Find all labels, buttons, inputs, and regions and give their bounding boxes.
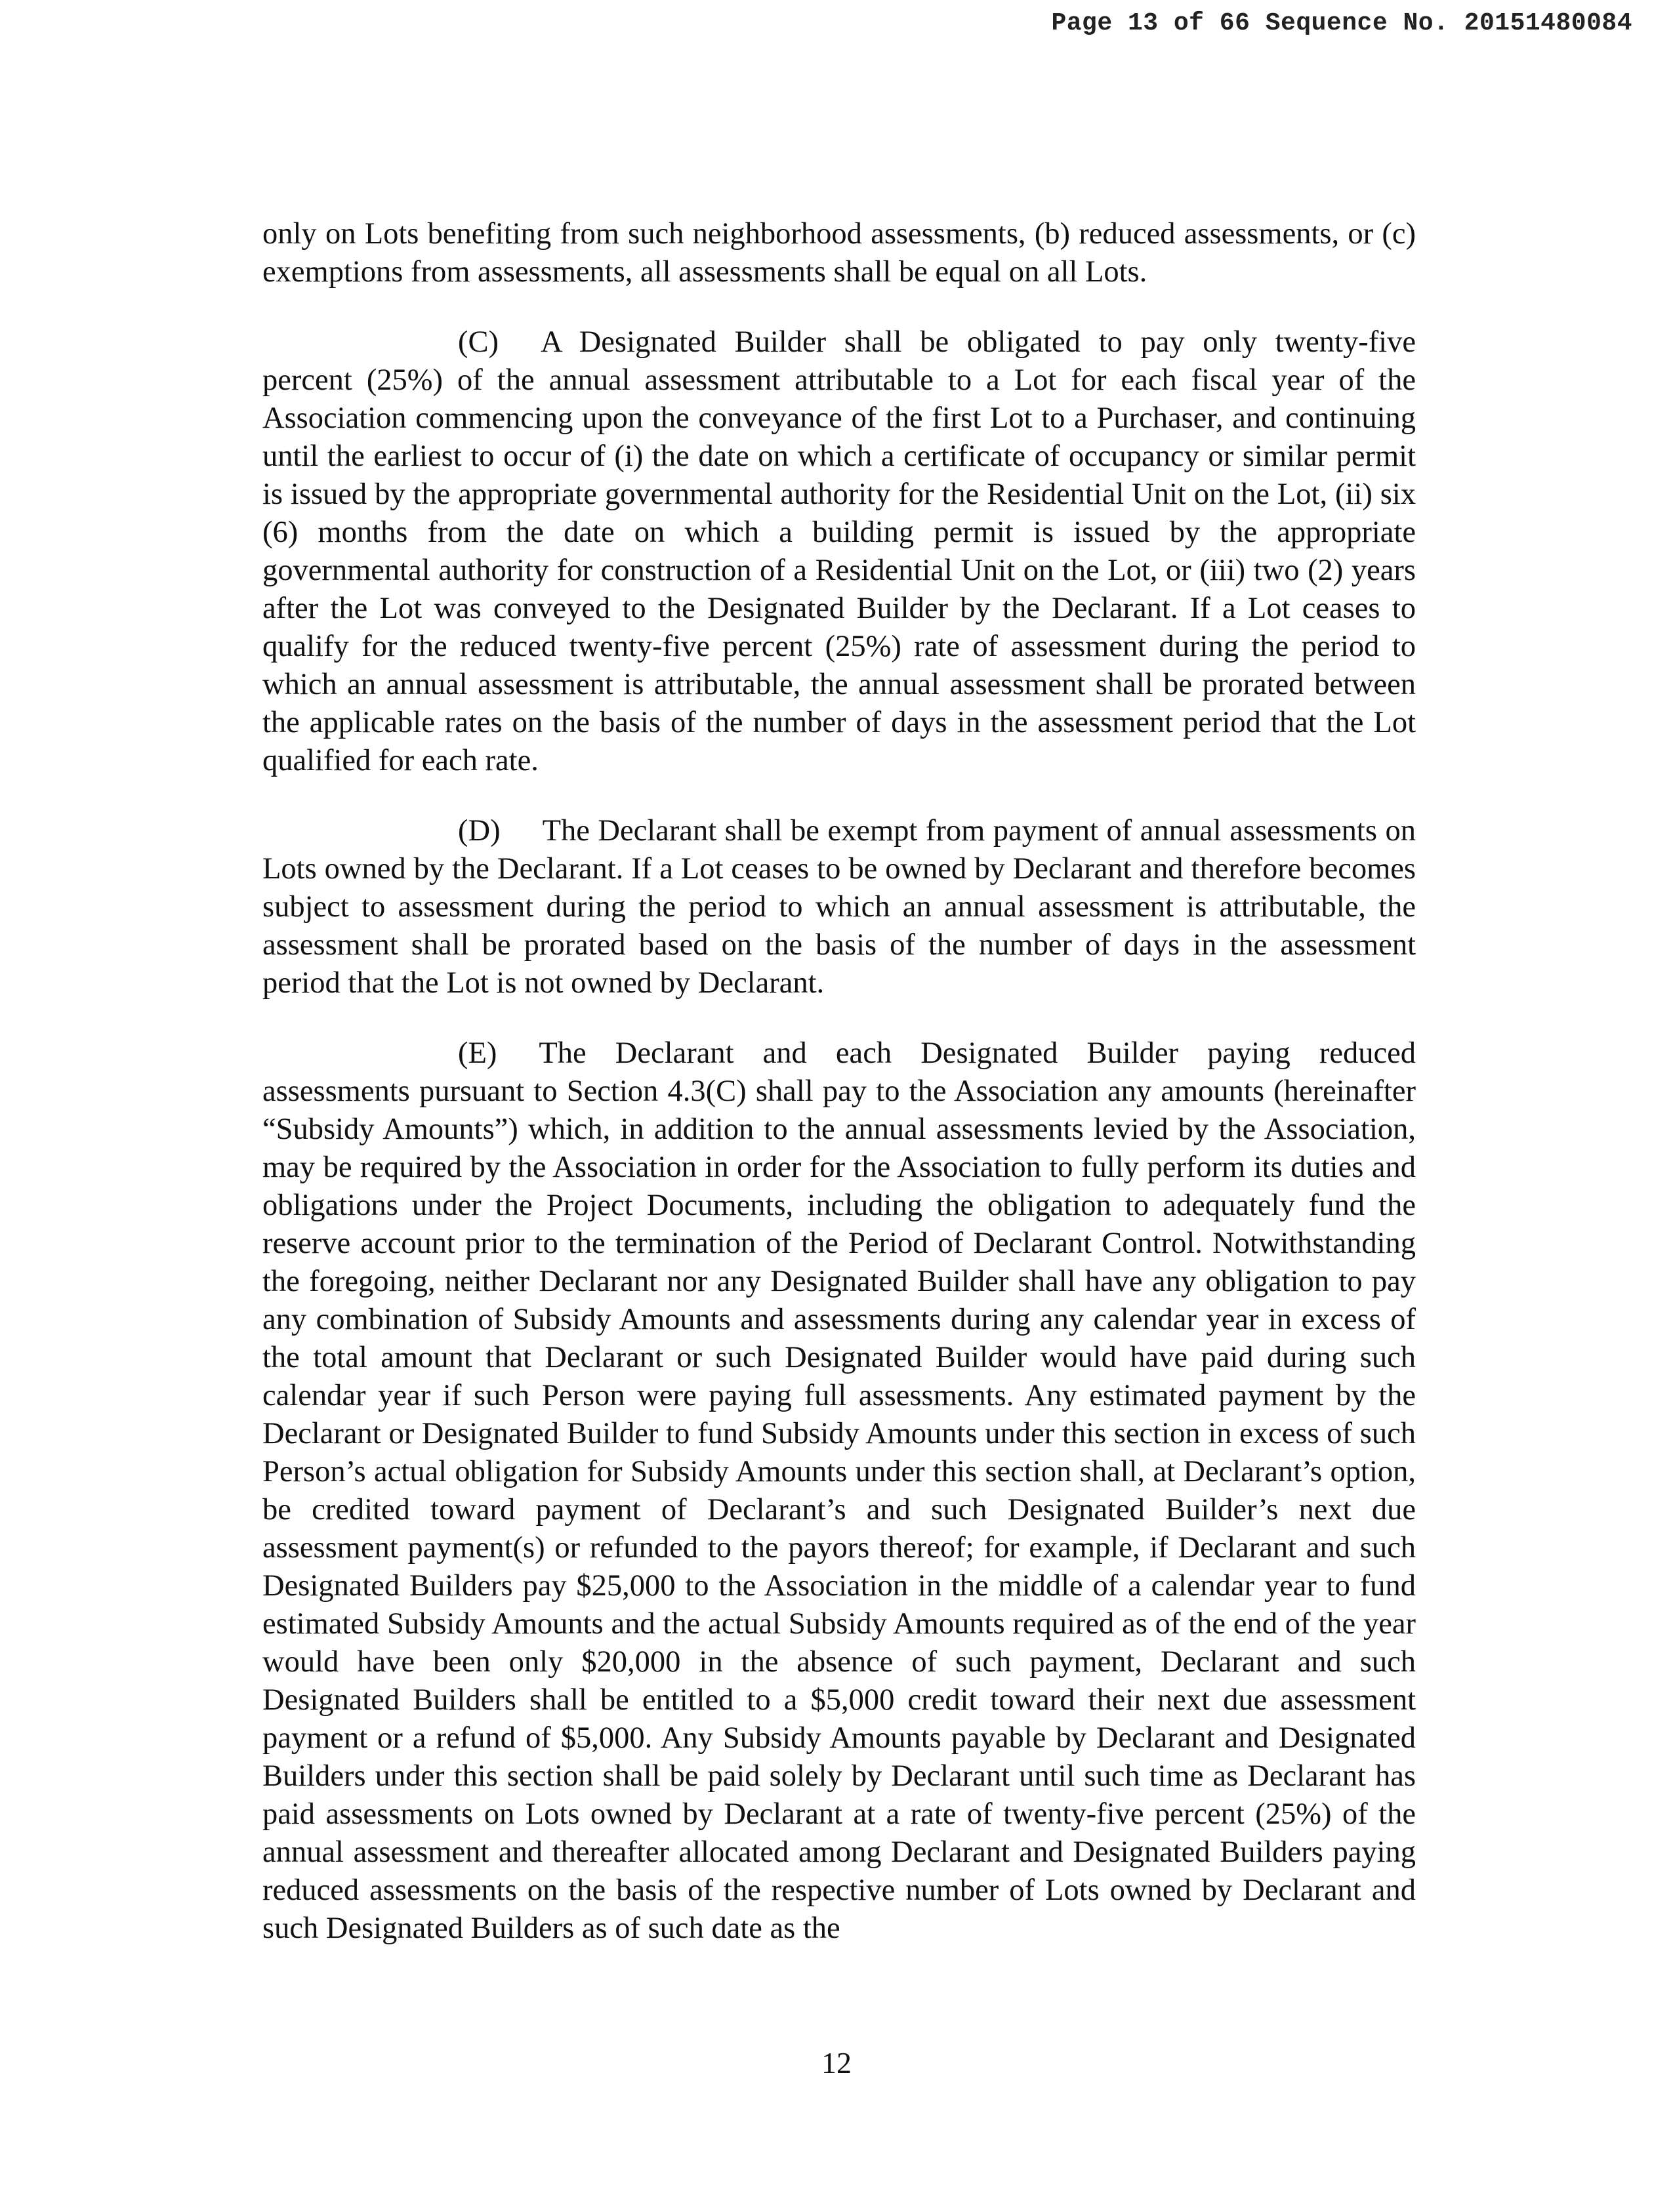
paragraph-c: [262, 323, 1416, 780]
paragraph-text: The Declarant and each Designated Builder paying reduced assessments pursuant to Section 4.3(C) shall pay to the Association any amounts (hereinafter “Subsidy Amounts”) which, in addition to the annual assessments levied by the Association, may be required by the Association in order for the Association to fully perform its duties and obligations under the Project Documents, including the obligation to adequately fund the reserve account prior to the termination of the Period of Declarant Control. Notwithstanding the foregoing, neither Declarant nor any Designated Builder shall have any obligation to pay any combination of Subsidy Amounts and assessments during any calendar year in excess of the total amount that Declarant or such Designated Builder would have paid during such calendar year if such Person were paying full assessments. Any estimated payment by the Declarant or Designated Builder to fund Subsidy Amounts under this section in excess of such Person’s actual obligation for Subsidy Amounts under this section shall, at Declarant’s option, be credited toward payment of Declarant’s and such Designated Builder’s next due assessment payment(s) or refunded to the payors thereof; for example, if Declarant and such Designated Builders pay $25,000 to the Association in the middle of a calendar year to fund estimated Subsidy Amounts and the actual Subsidy Amounts required as of the end of the year would have been only $20,000 in the absence of such payment, Declarant and such Designated Builders shall be entitled to a $5,000 credit toward their next due assessment payment or a refund of $5,000. Any Subsidy Amounts payable by Declarant and Designated Builders under this section shall be paid solely by Declarant until such time as Declarant has paid assessments on Lots owned by Declarant at a rate of twenty-five percent (25%) of the annual assessment and thereafter allocated among Declarant and Designated Builders paying reduced assessments on the basis of the respective number of Lots owned by Declarant and such Designated Builders as of such date as the: [262, 1036, 1416, 1945]
paragraph-text: A Designated Builder shall be obligated to pay only twenty-five percent (25%) of the annual assessment attributable to a Lot for each fiscal year of the Association commencing upon the conveyance of the first Lot to a Purchaser, and continuing until the earliest to occur of (i) the date on which a certificate of occupancy or similar permit is issued by the appropriate governmental authority for the Residential Unit on the Lot, (ii) six (6) months from the date on which a building permit is issued by the appropriate governmental authority for construction of a Residential Unit on the Lot, or (iii) two (2) years after the Lot was conveyed to the Designated Builder by the Declarant. If a Lot ceases to qualify for the reduced twenty-five percent (25%) rate of assessment during the period to which an annual assessment is attributable, the annual assessment shall be prorated between the applicable rates on the basis of the number of days in the assessment period that the Lot qualified for each rate.: [262, 325, 1416, 777]
page-number: 12: [821, 2046, 852, 2079]
paragraph-text: The Declarant shall be exempt from payment of annual assessments on Lots owned by the Declarant. If a Lot ceases to be owned by Declarant and therefore becomes subject to assessment during the period to which an annual assessment is attributable, the assessment shall be prorated based on the basis of the number of days in the assessment period that the Lot is not owned by Declarant.: [262, 814, 1416, 1000]
paragraph-label-e: (E): [458, 1036, 497, 1070]
page-sequence-header: Page 13 of 66 Sequence No. 20151480084: [1051, 9, 1632, 37]
paragraph-label-d: (D): [458, 814, 501, 848]
paragraph-text: only on Lots benefiting from such neighborhood assessments, (b) reduced assessments, or (c) exemptions from assessments, all assessments shall be equal on all Lots.: [262, 217, 1416, 289]
document-body: [262, 215, 1416, 1980]
paragraph-continuation: [262, 215, 1416, 291]
paragraph-e: [262, 1034, 1416, 1948]
paragraph-d: [262, 812, 1416, 1002]
paragraph-label-c: (C): [458, 325, 499, 359]
